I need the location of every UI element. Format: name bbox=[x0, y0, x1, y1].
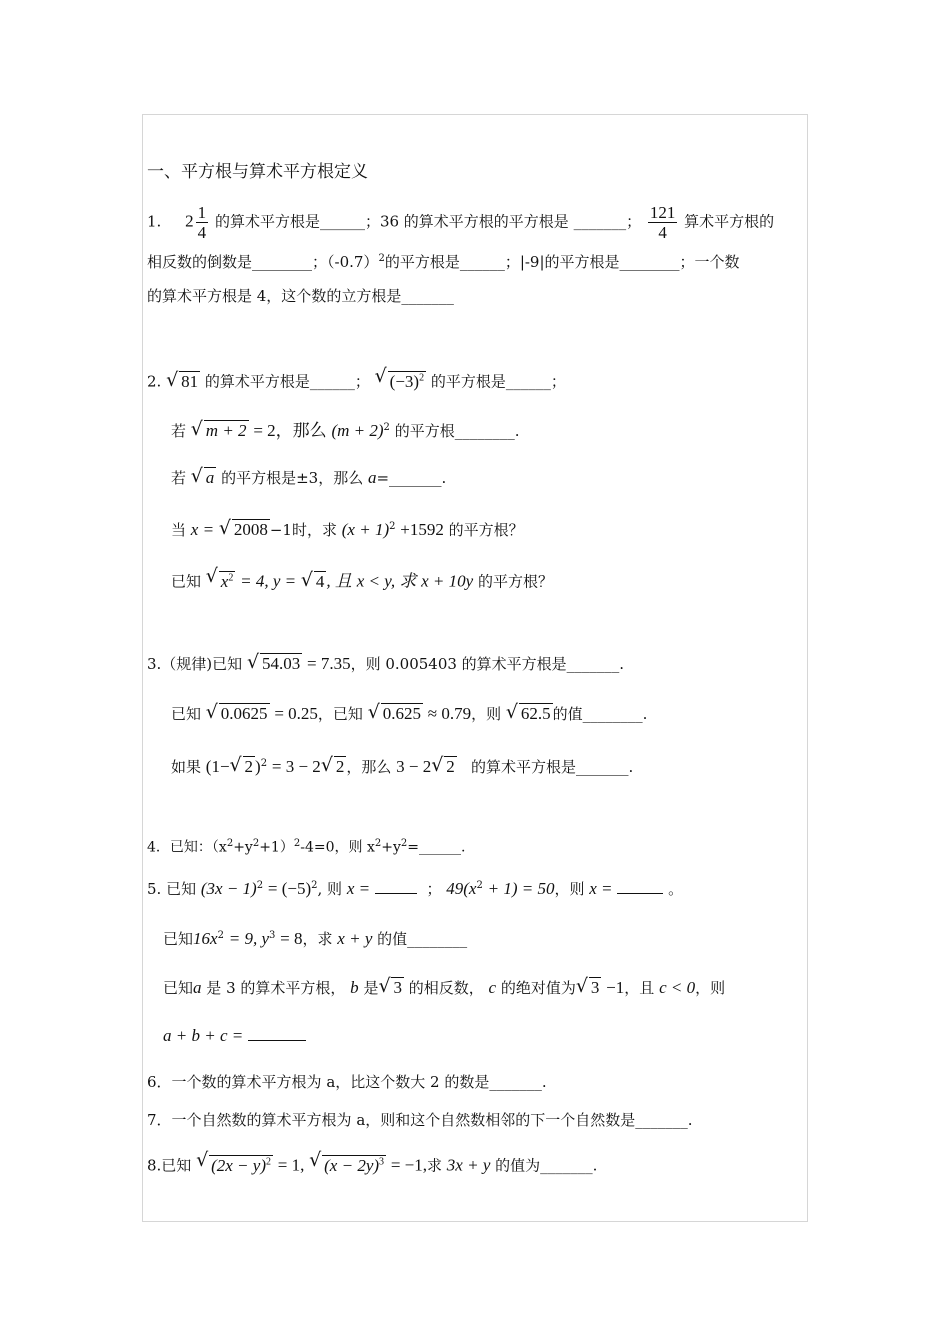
answer-blank bbox=[248, 1026, 306, 1041]
q2-line-3: 若 √ a 的平方根是±3，那么 a=_______. bbox=[171, 467, 446, 489]
q1-number: 1. bbox=[147, 212, 162, 231]
sqrt-a: √ a bbox=[191, 467, 217, 489]
sqrt-0-0625: √ 0.0625 bbox=[206, 703, 270, 725]
q5-line-1: 5. 已知 $(3x - 1)^2 = (-5)^2$, 则 x = ； $49(x^2 + 1) = 50$，则 x = 。 bbox=[147, 879, 684, 898]
q3-line-3: 如果 (1−√ 2 )$^2$ = 3 − 2√ 2 ，那么 3 − 2√ 2 的算术平方根是_______. bbox=[171, 753, 633, 778]
q6-line: 6．一个数的算术平方根为 a，比这个数大 2 的数是_______. bbox=[147, 1073, 547, 1091]
sqrt-54-03: √ 54.03 bbox=[247, 653, 302, 675]
q1-mixed-whole: 2 bbox=[185, 211, 194, 231]
q1-text-2: 算术平方根的 bbox=[684, 212, 775, 231]
sqrt-2-a: √ 2 bbox=[230, 756, 256, 778]
q2-line-5: 已知 √ $x^2 = 4$, y = √ 4 , 且 x < y, 求 x + 10y 的平方根？ bbox=[171, 567, 553, 593]
q5-line-3: 已知a 是 3 的算术平方根， b 是√ 3 的相反数， c 的绝对值为√ 3 −1，且 c < 0，则 bbox=[163, 977, 725, 999]
document-page bbox=[142, 114, 808, 1222]
q2-line-2: 若 √ m + 2 = 2，那么 $(m + 2)^2$ 的平方根________. bbox=[171, 417, 519, 442]
q3-line-2: 已知 √ 0.0625 = 0.25，已知 √ 0.625 ≈ 0.79，则 √ 62.5 的值________. bbox=[171, 703, 647, 725]
sqrt-3-a: √ 3 bbox=[378, 977, 404, 999]
q4-line: 4．已知：$(x^2+y^2+1)^2-4=0$，则 $x^2+y^2=\_\_\_\_\_\_$. bbox=[147, 838, 466, 856]
q1-line-3: 的算术平方根是 4，这个数的立方根是_______ bbox=[147, 287, 454, 305]
sqrt-neg3-squared: √ $(-3)^2$ bbox=[375, 367, 426, 393]
q1-fraction-121-4: $\frac{121}{4}$ bbox=[649, 203, 676, 242]
sqrt-m-plus-2: √ m + 2 bbox=[191, 420, 249, 442]
q1-line-2: 相反数的倒数是________；$(-0.7)^2$的平方根是______；|-9|的平方根是________；一个数 bbox=[147, 253, 740, 271]
q2-line-4: 当 x = √ 2008 −1时，求 $(x + 1)^2 +1592$ 的平方根？ bbox=[171, 516, 524, 541]
q5-line-2: 已知$16x^2 = 9$, $y^3 = 8$，求 x + y 的值________ bbox=[163, 929, 468, 948]
sqrt-4: √ 4 bbox=[301, 571, 327, 593]
sqrt-2x-minus-y-squared: √ $(2x - y)^2$ bbox=[196, 1151, 273, 1177]
cbrt-x-minus-2y-cubed: √ $(x - 2y)^3$ bbox=[309, 1151, 386, 1177]
section-heading: 一、平方根与算术平方根定义 bbox=[147, 162, 368, 182]
q1-mixed-fraction: $\frac{1}{4}$ bbox=[197, 203, 207, 242]
q7-line: 7．一个自然数的算术平方根为 a，则和这个自然数相邻的下一个自然数是_______. bbox=[147, 1111, 693, 1129]
answer-blank bbox=[375, 879, 417, 894]
sqrt-2-c: √ 2 bbox=[431, 756, 457, 778]
q2-line-1: 2. √ 81 的算术平方根是______； √ $(-3)^2$ 的平方根是______； bbox=[147, 367, 566, 393]
q5-line-4: a + b + c = bbox=[163, 1025, 306, 1047]
q3-line-1: 3.（规律)已知 √ 54.03 = 7.35，则 0.005403 的算术平方根是_______. bbox=[147, 653, 624, 675]
sqrt-81: √ 81 bbox=[166, 371, 200, 393]
sqrt-62-5: √ 62.5 bbox=[506, 703, 553, 725]
q8-line: 8.已知 √ $(2x - y)^2 = 1$, √ $(x - 2y)^3 = -1$,求 3x + y 的值为_______. bbox=[147, 1151, 597, 1177]
sqrt-2-b: √ 2 bbox=[321, 756, 347, 778]
sqrt-0-625: √ 0.625 bbox=[368, 703, 423, 725]
q1-line-1 bbox=[147, 203, 774, 242]
q1-text-1: 的算术平方根是______；36 的算术平方根的平方根是 _______； bbox=[214, 212, 642, 231]
sqrt-2008: √ 2008 bbox=[219, 519, 270, 541]
sqrt-3-b: √ 3 bbox=[576, 977, 602, 999]
answer-blank bbox=[617, 879, 663, 894]
sqrt-x-squared: √ $x^2$ bbox=[206, 567, 236, 593]
